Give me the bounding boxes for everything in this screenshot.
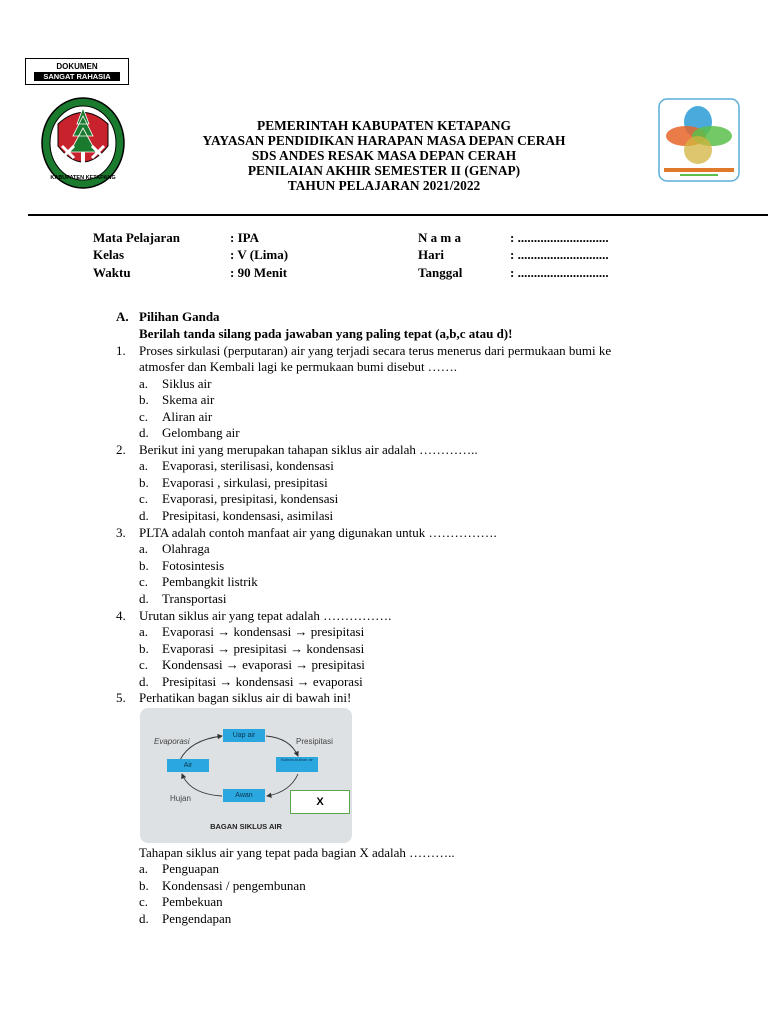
option-letter: d.	[139, 425, 149, 440]
info-name-value[interactable]: : ............................	[510, 230, 609, 245]
option-letter: a.	[139, 861, 149, 876]
label-hujan: Hujan	[170, 794, 191, 803]
option-letter: d.	[139, 591, 149, 606]
option-text[interactable]: Gelombang air	[162, 425, 240, 440]
option-text[interactable]: Pembekuan	[162, 894, 223, 909]
confidential-stamp	[25, 58, 129, 85]
question-number: 4.	[116, 608, 126, 623]
option-letter: b.	[139, 641, 149, 656]
option-text[interactable]: Skema air	[162, 392, 215, 407]
info-subject-value: : IPA	[230, 230, 260, 245]
info-day-value[interactable]: : ............................	[510, 247, 609, 262]
option-letter: a.	[139, 541, 149, 556]
option-letter: c.	[139, 657, 149, 672]
option-text[interactable]: Penguapan	[162, 861, 220, 876]
option-text[interactable]: Evaporasi , sirkulasi, presipitasi	[162, 475, 328, 490]
section-letter: A.	[116, 309, 129, 324]
question-number: 2.	[116, 442, 126, 457]
header-line5: TAHUN PELAJARAN 2021/2022	[287, 178, 481, 193]
question-text: Perhatikan bagan siklus air di bawah ini!	[139, 690, 352, 705]
question-number: 1.	[116, 343, 126, 358]
header-line4: PENILAIAN AKHIR SEMESTER II (GENAP)	[247, 163, 521, 178]
option-letter: a.	[139, 624, 149, 639]
info-time-label: Waktu	[93, 265, 131, 280]
option-letter: a.	[139, 376, 149, 391]
option-letter: b.	[139, 558, 149, 573]
option-text[interactable]: Pembangkit listrik	[162, 574, 258, 589]
option-text[interactable]: Pengendapan	[162, 911, 232, 926]
option-letter: c.	[139, 574, 149, 589]
header-divider	[28, 214, 768, 216]
option-letter: b.	[139, 878, 149, 893]
header-line2: YAYASAN PENDIDIKAN HARAPAN MASA DEPAN CERAH	[202, 133, 566, 148]
option-text[interactable]: Aliran air	[162, 409, 213, 424]
label-evaporasi: Evaporasi	[154, 737, 190, 746]
answer-box-x: X	[290, 790, 350, 814]
question-text: Tahapan siklus air yang tepat pada bagian X adalah ………..	[139, 845, 455, 860]
header-line3: SDS ANDES RESAK MASA DEPAN CERAH	[251, 148, 517, 163]
option-text[interactable]: Kondensasi / pengembunan	[162, 878, 306, 893]
info-date-label: Tanggal	[418, 265, 463, 280]
option-text[interactable]: Siklus air	[162, 376, 212, 391]
question-number: 5.	[116, 690, 126, 705]
option-letter: a.	[139, 458, 149, 473]
option-text[interactable]: Kondensasi → evaporasi → presipitasi	[162, 657, 365, 672]
option-text[interactable]: Transportasi	[162, 591, 227, 606]
option-text[interactable]: Presipitasi → kondensasi → evaporasi	[162, 674, 363, 689]
section-title: Pilihan Ganda	[139, 309, 220, 324]
option-letter: c.	[139, 409, 149, 424]
question-text: PLTA adalah contoh manfaat air yang digunakan untuk …………….	[139, 525, 497, 540]
emblem-text: KABUPATEN KETAPANG	[50, 175, 116, 181]
option-letter: d.	[139, 508, 149, 523]
option-text[interactable]: Presipitasi, kondensasi, asimilasi	[162, 508, 334, 523]
info-name-label: N a m a	[418, 230, 461, 245]
water-cycle-diagram	[140, 708, 352, 843]
box-butiran-air: Butiran-butiran air	[276, 757, 318, 772]
option-letter: b.	[139, 475, 149, 490]
box-awan: Awan	[223, 789, 265, 802]
option-letter: c.	[139, 894, 149, 909]
info-class-value: : V (Lima)	[230, 247, 289, 262]
option-text[interactable]: Evaporasi → kondensasi → presipitasi	[162, 624, 365, 639]
header-line1: PEMERINTAH KABUPATEN KETAPANG	[257, 118, 511, 133]
info-time-value: : 90 Menit	[230, 265, 288, 280]
info-subject-label: Mata Pelajaran	[93, 230, 181, 245]
section-instruction: Berilah tanda silang pada jawaban yang paling tepat (a,b,c atau d)!	[139, 326, 513, 341]
option-text[interactable]: Evaporasi → presipitasi → kondensasi	[162, 641, 365, 656]
document-header	[0, 118, 768, 193]
option-text[interactable]: Evaporasi, presipitasi, kondensasi	[162, 491, 339, 506]
option-letter: d.	[139, 911, 149, 926]
option-letter: d.	[139, 674, 149, 689]
option-text[interactable]: Olahraga	[162, 541, 210, 556]
info-date-value[interactable]: : ............................	[510, 265, 609, 280]
diagram-caption: BAGAN SIKLUS AIR	[210, 822, 282, 831]
option-text[interactable]: Evaporasi, sterilisasi, kondensasi	[162, 458, 334, 473]
info-day-label: Hari	[418, 247, 444, 262]
question-number: 3.	[116, 525, 126, 540]
question-text: Urutan siklus air yang tepat adalah …………….	[139, 608, 392, 623]
stamp-line1: DOKUMEN	[56, 62, 98, 71]
box-uap-air: Uap air	[223, 729, 265, 742]
stamp-line2: SANGAT RAHASIA	[34, 72, 120, 81]
question-text: Proses sirkulasi (perputaran) air yang terjadi secara terus menerus dari permukaan bumi ke	[139, 343, 612, 358]
question-text: atmosfer dan Kembali lagi ke permukaan bumi disebut …….	[139, 359, 458, 374]
box-air: Air	[167, 759, 209, 772]
option-letter: b.	[139, 392, 149, 407]
question-text: Berikut ini yang merupakan tahapan siklus air adalah …………..	[139, 442, 478, 457]
option-letter: c.	[139, 491, 149, 506]
info-class-label: Kelas	[93, 247, 125, 262]
option-text[interactable]: Fotosintesis	[162, 558, 225, 573]
label-presipitasi: Presipitasi	[296, 737, 333, 746]
